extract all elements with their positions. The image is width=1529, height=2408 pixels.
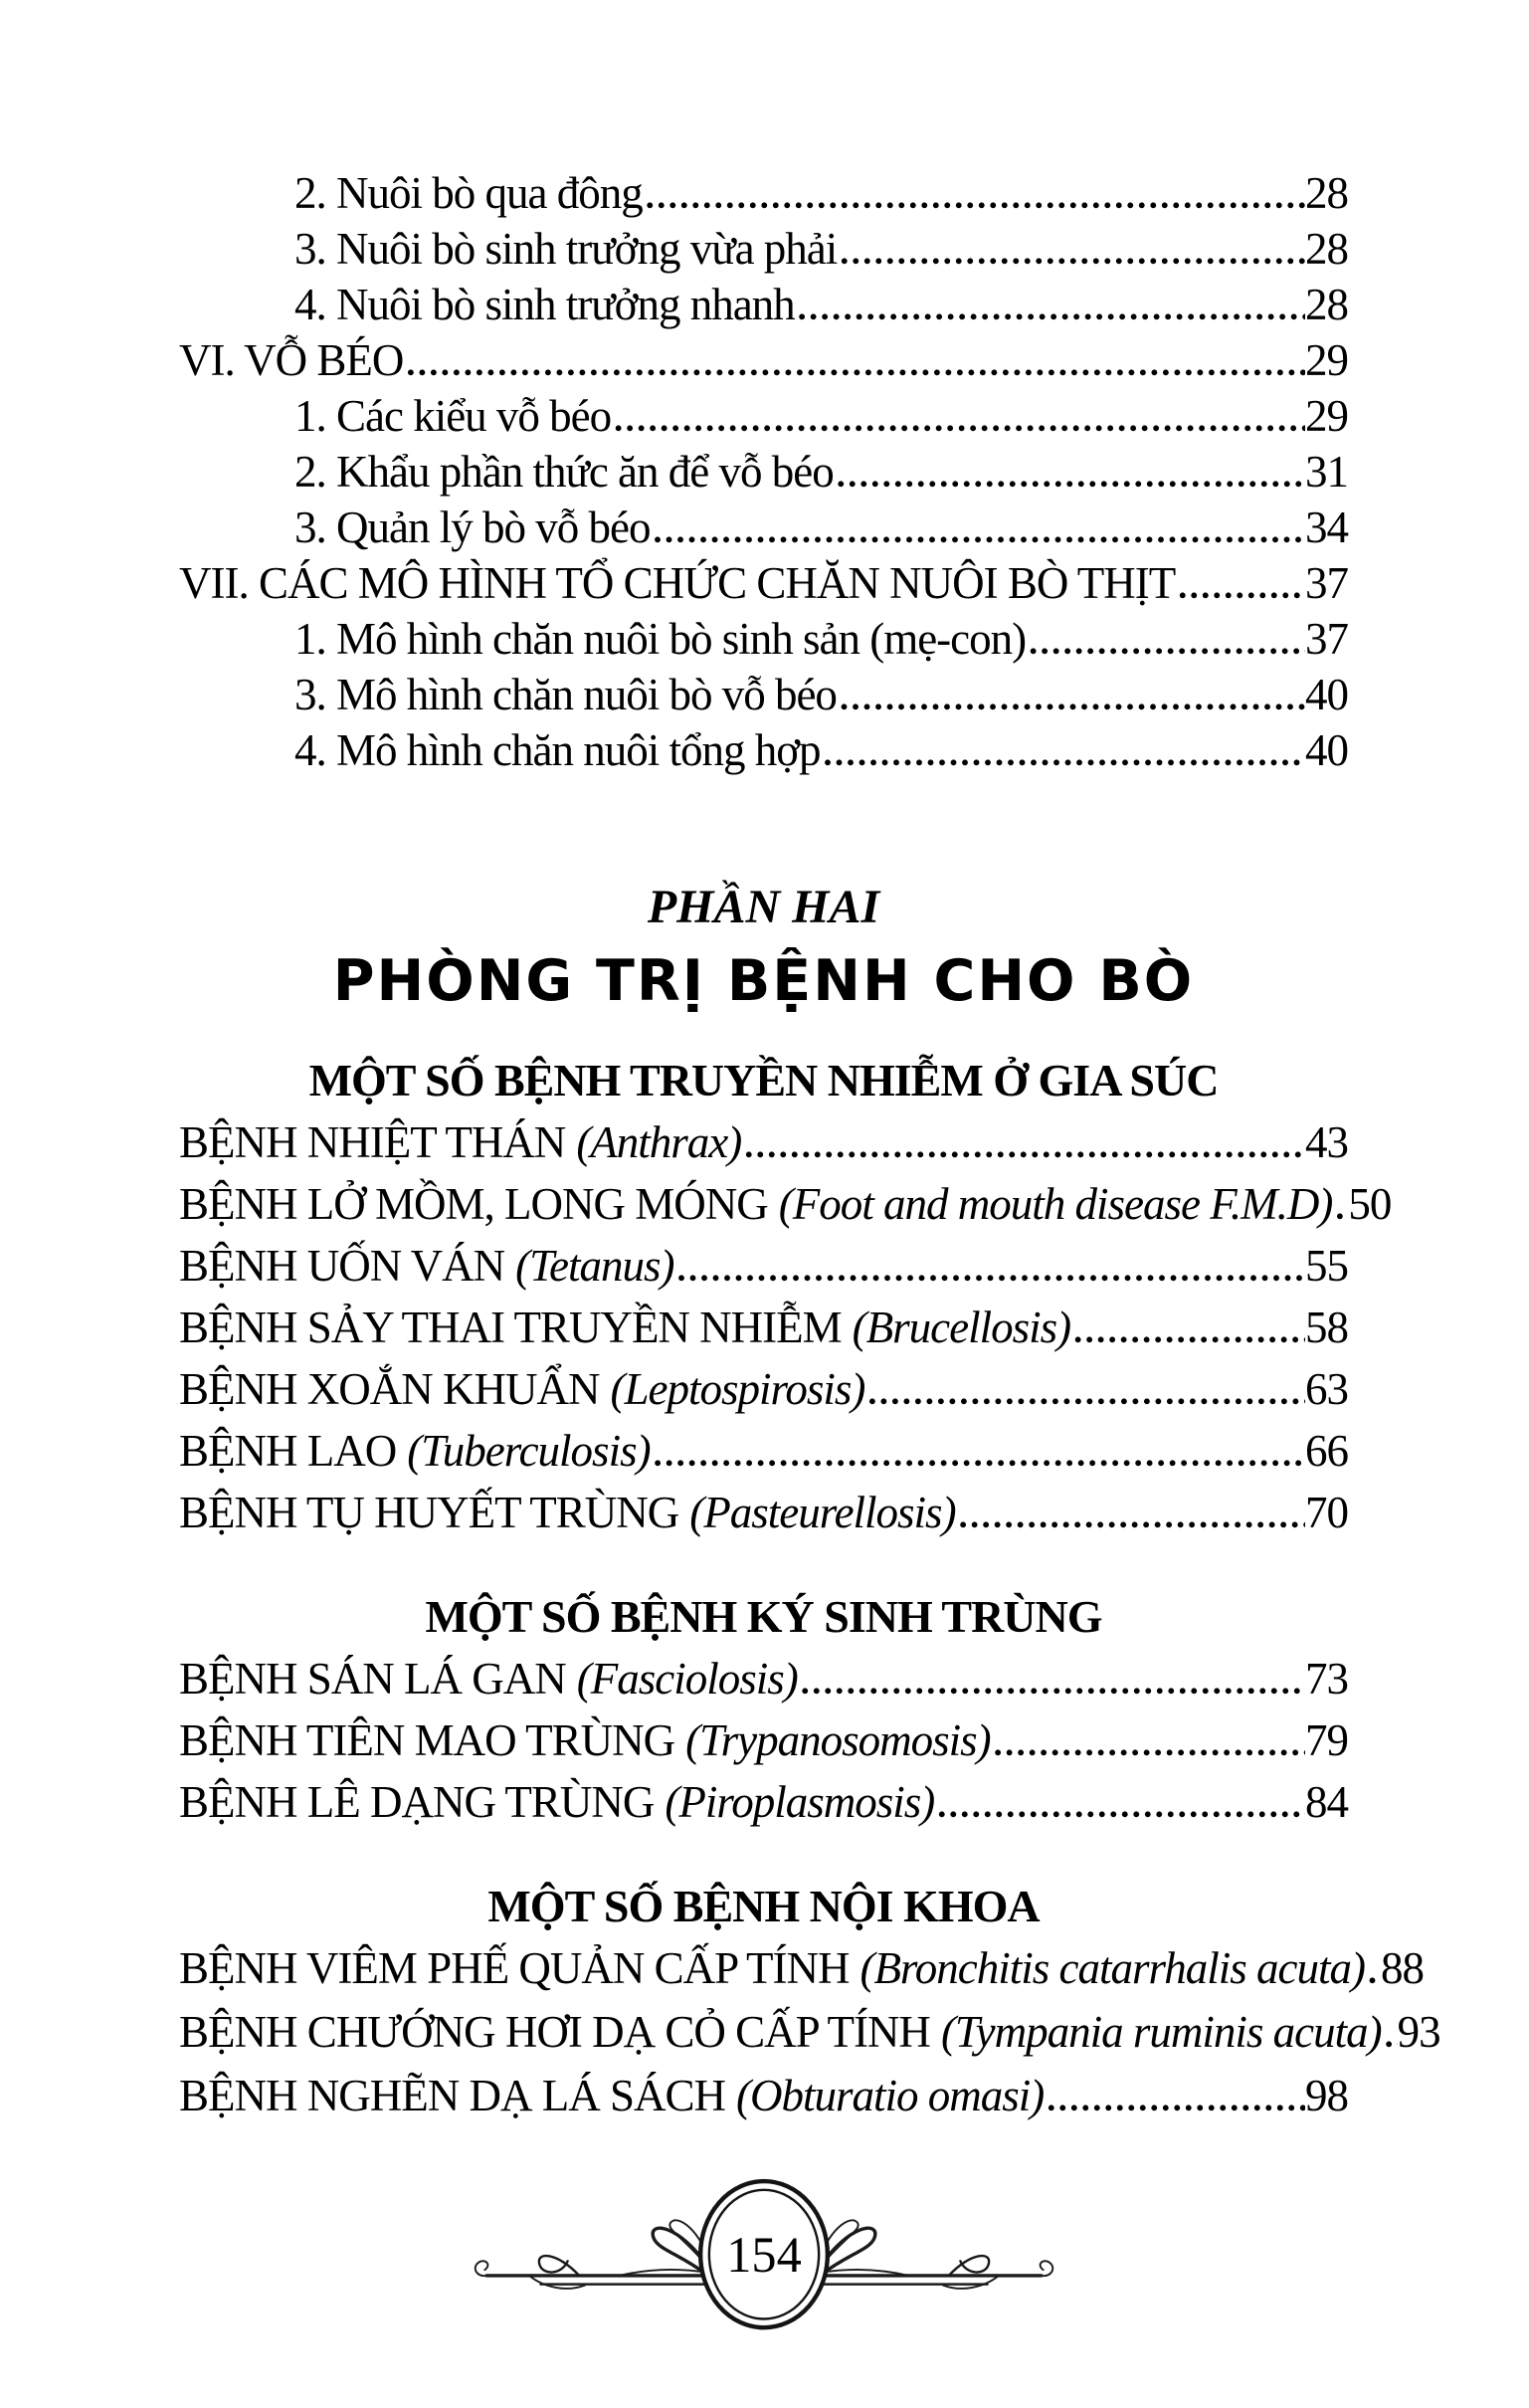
toc-part-one bbox=[179, 167, 1348, 780]
page-number: 50 bbox=[1348, 1179, 1392, 1229]
toc-label: 3. Nuôi bò sinh trưởng vừa phải bbox=[294, 224, 838, 274]
page-number: 98 bbox=[1305, 2071, 1348, 2120]
disease-title: BỆNH VIÊM PHẾ QUẢN CẤP TÍNH bbox=[179, 1943, 850, 1993]
page-number: 93 bbox=[1397, 2007, 1440, 2057]
disease-title: BỆNH TỤ HUYẾT TRÙNG bbox=[179, 1488, 679, 1537]
toc-row bbox=[179, 1302, 1348, 1363]
dot-leader bbox=[643, 167, 1305, 219]
toc-label: 1. Mô hình chăn nuôi bò sinh sản (mẹ-con) bbox=[294, 614, 1027, 664]
disease-latin-name: (Tuberculosis) bbox=[407, 1426, 651, 1476]
dot-leader bbox=[651, 1425, 1305, 1477]
section-internal-rows bbox=[179, 1942, 1440, 2133]
toc-label: 1. Các kiểu vỗ béo bbox=[294, 391, 612, 441]
toc-row bbox=[179, 1714, 1348, 1776]
dot-leader bbox=[864, 1363, 1305, 1415]
toc-label: 2. Khẩu phần thức ăn để vỗ béo bbox=[294, 447, 834, 497]
page-number: 28 bbox=[1305, 280, 1348, 329]
dot-leader bbox=[837, 223, 1305, 275]
section-parasitic-rows bbox=[179, 1653, 1348, 1838]
section-infectious-rows bbox=[179, 1116, 1392, 1548]
page-number: 40 bbox=[1305, 670, 1348, 719]
page-number: 28 bbox=[1305, 168, 1348, 218]
toc-row bbox=[179, 1942, 1424, 2006]
disease-latin-name: (Tympania ruminis acuta) bbox=[940, 2007, 1382, 2057]
dot-leader bbox=[1175, 557, 1305, 609]
page-number: 37 bbox=[1305, 558, 1348, 608]
section-heading-parasitic: MỘT SỐ BỆNH KÝ SINH TRÙNG bbox=[425, 1591, 1102, 1642]
toc-row bbox=[179, 279, 1348, 334]
toc-row bbox=[179, 724, 1348, 780]
page-number: 63 bbox=[1305, 1364, 1348, 1414]
page-number: 29 bbox=[1305, 391, 1348, 441]
disease-latin-name: (Leptospirosis) bbox=[610, 1364, 865, 1414]
page-number: 55 bbox=[1305, 1241, 1348, 1291]
disease-latin-name: (Pasteurellosis) bbox=[689, 1488, 956, 1537]
toc-row bbox=[179, 223, 1348, 279]
toc-label: 2. Nuôi bò qua đông bbox=[294, 168, 643, 218]
toc-row bbox=[179, 1240, 1348, 1302]
toc-label: VII. CÁC MÔ HÌNH TỔ CHỨC CHĂN NUÔI BÒ THỊT bbox=[179, 558, 1176, 608]
page-number: 29 bbox=[1305, 335, 1348, 385]
disease-latin-name: (Brucellosis) bbox=[852, 1303, 1071, 1352]
page-number: 73 bbox=[1305, 1654, 1348, 1704]
toc-label: 4. Nuôi bò sinh trưởng nhanh bbox=[294, 280, 795, 329]
page-number: 40 bbox=[1305, 725, 1348, 775]
dot-leader bbox=[1365, 1942, 1381, 1994]
toc-row bbox=[179, 1776, 1348, 1838]
toc-row bbox=[179, 557, 1348, 613]
toc-label: 4. Mô hình chăn nuôi tổng hợp bbox=[294, 725, 821, 775]
toc-row bbox=[179, 613, 1348, 669]
toc-row bbox=[179, 1116, 1348, 1178]
dot-leader bbox=[798, 1653, 1305, 1705]
section-heading-internal: MỘT SỐ BỆNH NỘI KHOA bbox=[487, 1881, 1040, 1931]
toc-row bbox=[179, 1363, 1348, 1425]
page-number: 84 bbox=[1305, 1777, 1348, 1827]
dot-leader bbox=[834, 446, 1305, 498]
dot-leader bbox=[795, 279, 1305, 330]
toc-row bbox=[179, 1653, 1348, 1714]
disease-title: BỆNH NGHẼN DẠ LÁ SÁCH bbox=[179, 2071, 725, 2120]
dot-leader bbox=[611, 390, 1305, 442]
footer-ornament bbox=[466, 2178, 1062, 2339]
toc-row bbox=[179, 502, 1348, 557]
dot-leader bbox=[741, 1116, 1305, 1168]
dot-leader bbox=[674, 1240, 1305, 1292]
dot-leader bbox=[1026, 613, 1305, 665]
page-number: 58 bbox=[1305, 1303, 1348, 1352]
disease-title: BỆNH TIÊN MAO TRÙNG bbox=[179, 1715, 675, 1765]
dot-leader bbox=[991, 1714, 1305, 1766]
toc-label: 3. Mô hình chăn nuôi bò vỗ béo bbox=[294, 670, 837, 719]
section-heading-infectious: MỘT SỐ BỆNH TRUYỀN NHIỄM Ở GIA SÚC bbox=[308, 1055, 1219, 1105]
page-number: 66 bbox=[1305, 1426, 1348, 1476]
dot-leader bbox=[650, 502, 1305, 553]
disease-title: BỆNH LỞ MỒM, LONG MÓNG bbox=[179, 1179, 768, 1229]
dot-leader bbox=[1044, 2070, 1305, 2121]
page-content bbox=[179, 167, 1440, 2339]
page-number: 28 bbox=[1305, 224, 1348, 274]
toc-row bbox=[179, 1487, 1348, 1548]
disease-latin-name: (Trypanosomosis) bbox=[685, 1715, 991, 1765]
toc-row bbox=[179, 167, 1348, 223]
footer bbox=[179, 2178, 1348, 2339]
toc-row bbox=[179, 2006, 1440, 2070]
dot-leader bbox=[1332, 1178, 1348, 1230]
disease-latin-name: (Foot and mouth disease F.M.D) bbox=[778, 1179, 1333, 1229]
toc-row bbox=[179, 446, 1348, 502]
dot-leader bbox=[1382, 2006, 1398, 2058]
page-number: 70 bbox=[1305, 1488, 1348, 1537]
dot-leader bbox=[934, 1776, 1305, 1828]
disease-latin-name: (Fasciolosis) bbox=[576, 1654, 798, 1704]
part-heading bbox=[179, 880, 1348, 1014]
toc-row bbox=[179, 2070, 1348, 2133]
toc-label: 3. Quản lý bò vỗ béo bbox=[294, 502, 651, 552]
toc-label: VI. VỖ BÉO bbox=[179, 335, 404, 385]
dot-leader bbox=[1070, 1302, 1305, 1353]
disease-title: BỆNH SÁN LÁ GAN bbox=[179, 1654, 566, 1704]
toc-row bbox=[179, 1425, 1348, 1487]
page-number: 31 bbox=[1305, 447, 1348, 497]
disease-title: BỆNH CHƯỚNG HƠI DẠ CỎ CẤP TÍNH bbox=[179, 2007, 930, 2057]
disease-latin-name: (Obturatio omasi) bbox=[736, 2071, 1045, 2120]
toc-row bbox=[179, 390, 1348, 446]
part-kicker: PHẦN HAI bbox=[647, 881, 880, 933]
toc-row bbox=[179, 334, 1348, 390]
page-number: 88 bbox=[1380, 1943, 1424, 1993]
page-number: 34 bbox=[1305, 502, 1348, 552]
page-number: 79 bbox=[1305, 1715, 1348, 1765]
toc-row bbox=[179, 669, 1348, 724]
disease-latin-name: (Bronchitis catarrhalis acuta) bbox=[860, 1943, 1365, 1993]
part-title: PHÒNG TRỊ BỆNH CHO BÒ bbox=[332, 948, 1195, 1014]
toc-row bbox=[179, 1178, 1392, 1240]
disease-title: BỆNH SẢY THAI TRUYỀN NHIỄM bbox=[179, 1303, 842, 1352]
dot-leader bbox=[956, 1487, 1305, 1538]
disease-title: BỆNH LÊ DẠNG TRÙNG bbox=[179, 1777, 655, 1827]
disease-title: BỆNH NHIỆT THÁN bbox=[179, 1117, 566, 1167]
disease-title: BỆNH XOẮN KHUẨN bbox=[179, 1364, 600, 1414]
disease-latin-name: (Piroplasmosis) bbox=[665, 1777, 935, 1827]
dot-leader bbox=[821, 724, 1305, 776]
page-number: 43 bbox=[1305, 1117, 1348, 1167]
page-number: 37 bbox=[1305, 614, 1348, 664]
disease-title: BỆNH LAO bbox=[179, 1426, 397, 1476]
dot-leader bbox=[403, 334, 1305, 386]
disease-latin-name: (Tetanus) bbox=[515, 1241, 674, 1291]
footer-page-number: 154 bbox=[725, 2227, 802, 2284]
disease-latin-name: (Anthrax) bbox=[576, 1117, 742, 1167]
dot-leader bbox=[837, 669, 1305, 720]
disease-title: BỆNH UỐN VÁN bbox=[179, 1241, 505, 1291]
